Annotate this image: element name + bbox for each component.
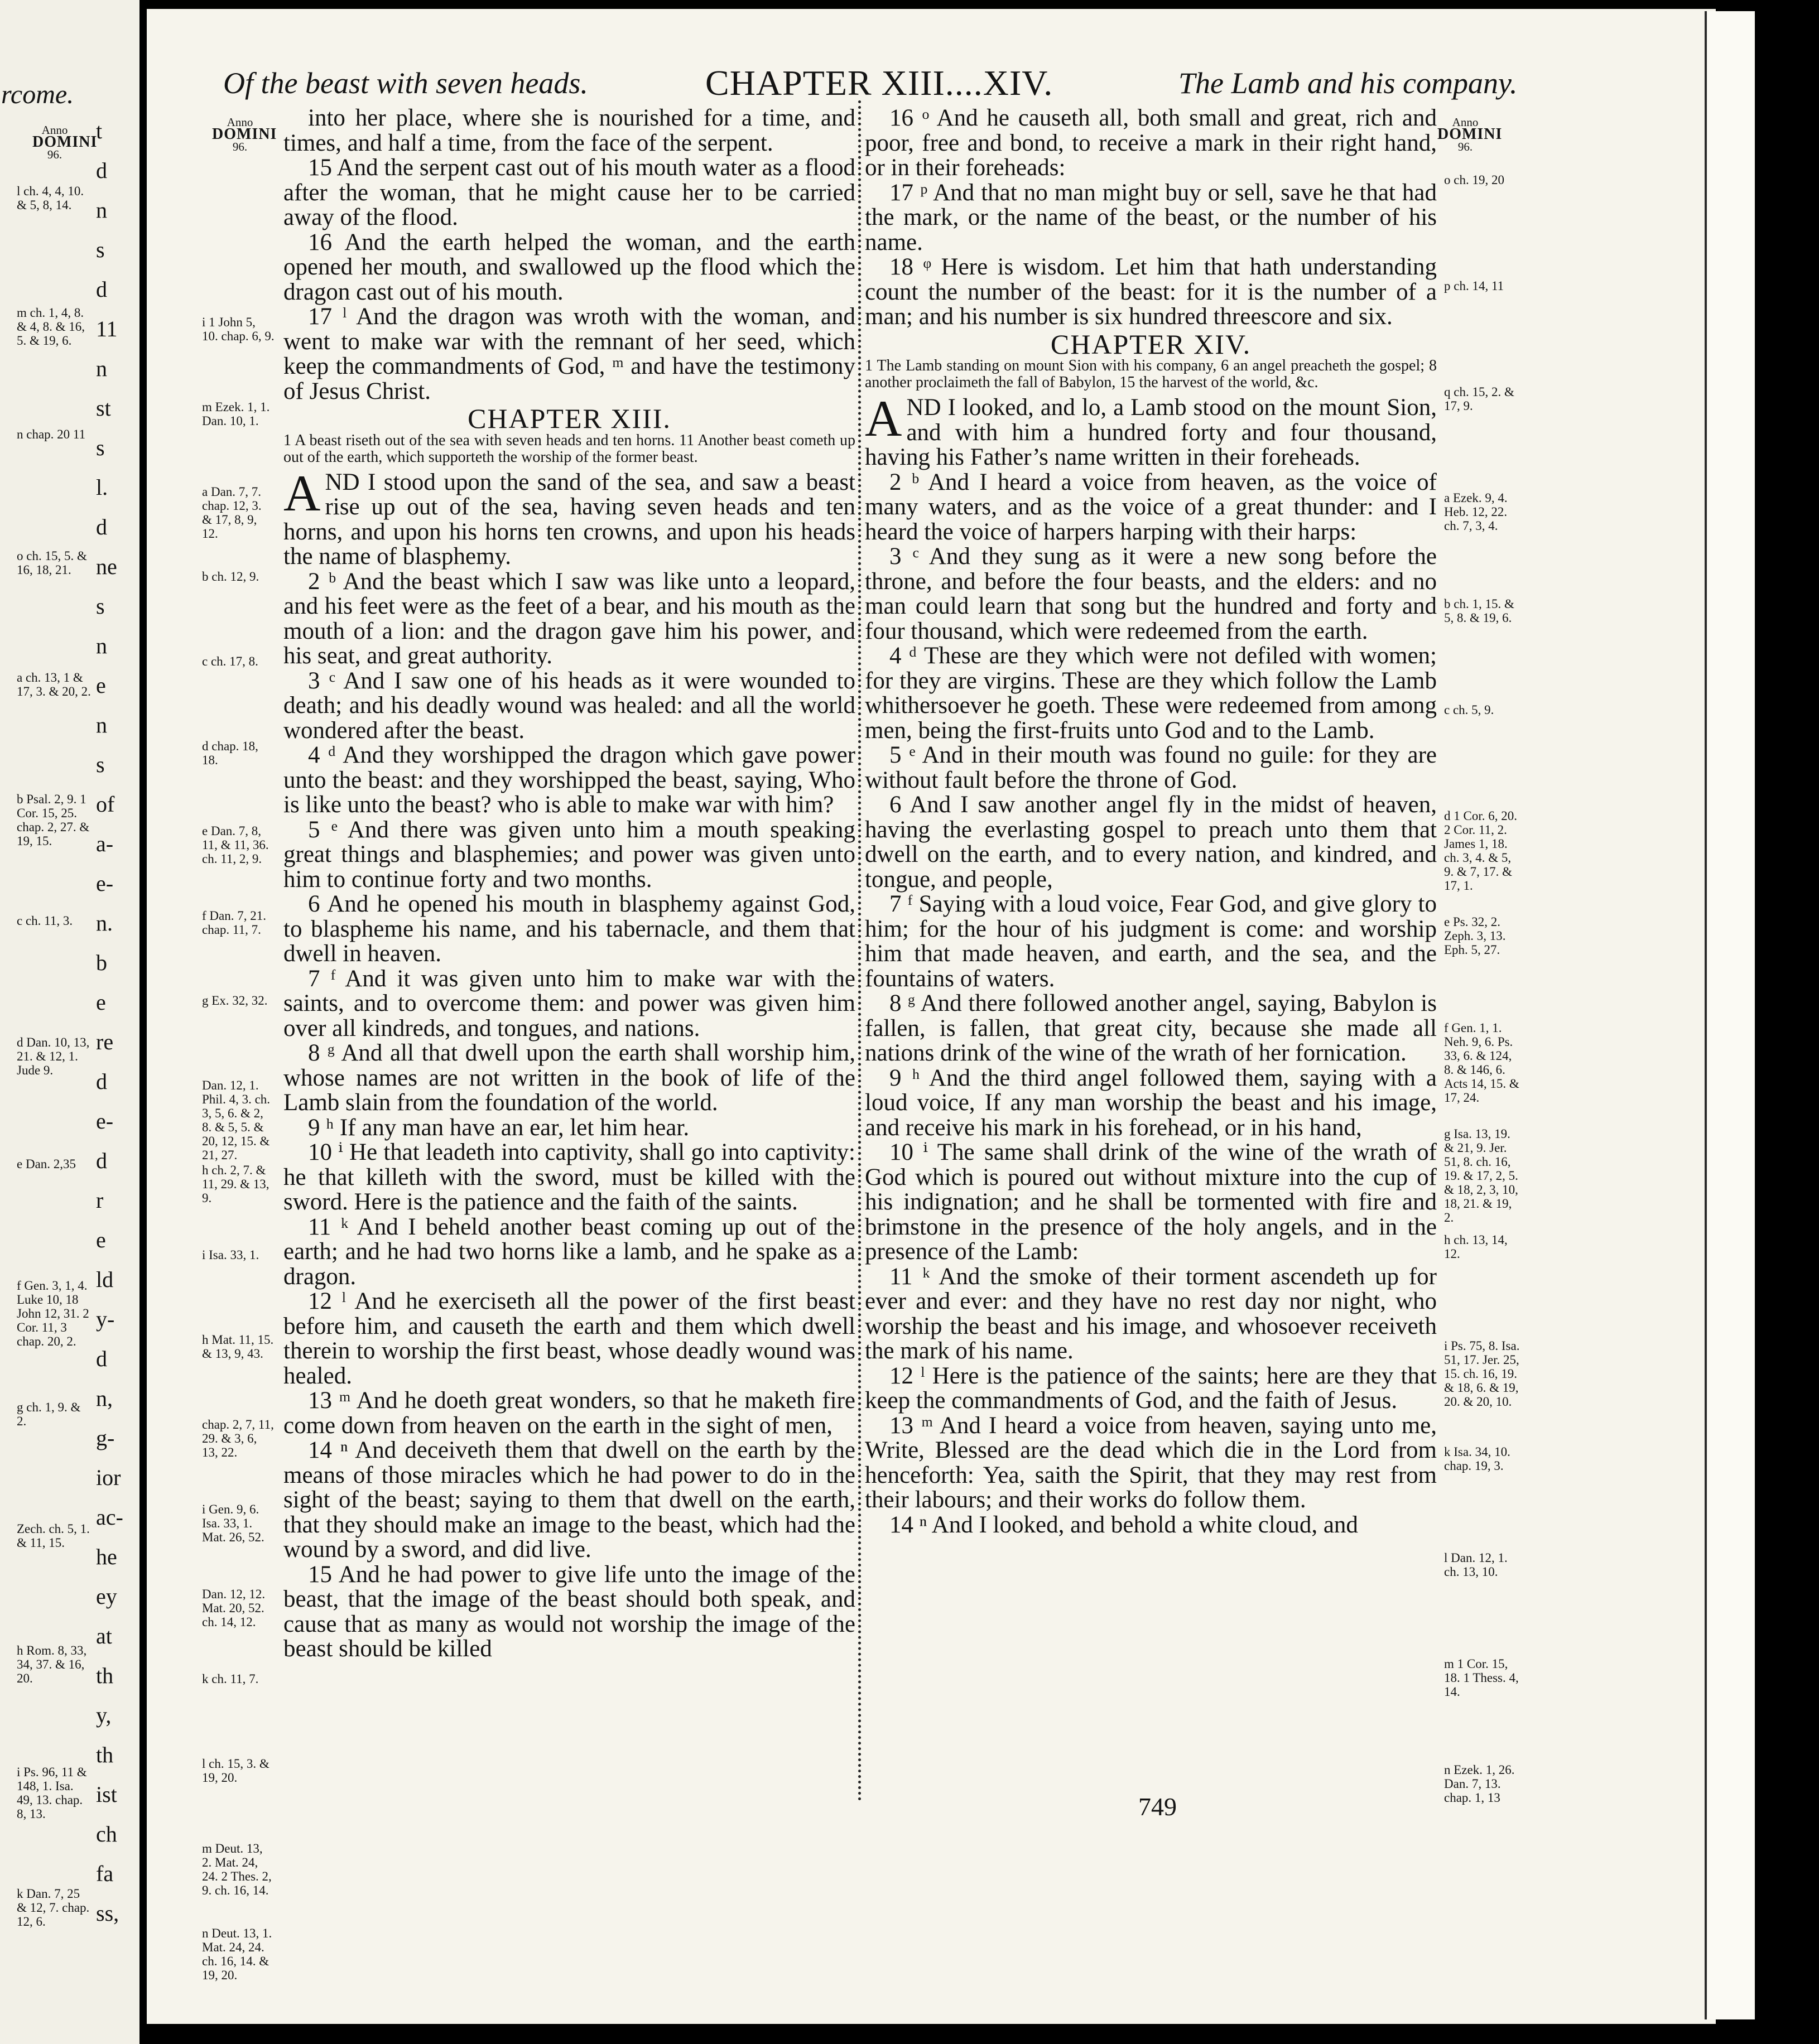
running-header-right: The Lamb and his company. (1178, 66, 1518, 100)
chapter-summary-xiv: 1 The Lamb standing on mount Sion with his company, 6 an angel preacheth the gospel; 8 another proclaimeth the fall of Babylon, 15 the harvest of the world, &c. (865, 357, 1437, 391)
facing-page-text-fragment: y, (96, 1703, 112, 1728)
column-divider (858, 100, 861, 1802)
marginal-reference: e Ps. 32, 2. Zeph. 3, 13. Eph. 5, 27. (1444, 915, 1506, 957)
verse-paragraph: 8 ᵍ And all that dwell upon the earth shall worship him, whose names are not written in the book of life of the Lamb slain from the foundation of the world. (283, 1040, 855, 1116)
facing-page-text-fragment: n (96, 197, 107, 223)
chapter-heading-xiii: CHAPTER XIII. (468, 403, 671, 434)
marginal-reference: c ch. 17, 8. (202, 654, 258, 668)
marginal-reference: f Gen. 1, 1. Neh. 9, 6. Ps. 33, 6. & 124, 8. & 146, 6. Acts 14, 15. & 17, 24. (1444, 1021, 1519, 1105)
facing-page-text-fragment: d (96, 1069, 107, 1094)
facing-page-text-fragment: st (96, 396, 111, 421)
verse-paragraph: 11 ᵏ And the smoke of their torment ascendeth up for ever and ever: and they have no rest day nor night, who worship the beast and his image, and whosoever receiveth the mark of his name. (865, 1263, 1437, 1364)
facing-page-reference: o ch. 15, 5. & 16, 18, 21. (17, 549, 87, 577)
marginal-reference: i Isa. 33, 1. (202, 1248, 259, 1262)
page-edge-strip (1705, 11, 1755, 2019)
verse-paragraph: 18 ᵠ Here is wisdom. Let him that hath understanding count the number of the beast: for it is the number of a man; and his number is six hundred threescore and six. (865, 254, 1437, 330)
marginal-reference: l ch. 15, 3. & 19, 20. (202, 1757, 270, 1785)
facing-page-text-fragment: ey (96, 1584, 117, 1609)
drop-cap: A (865, 390, 902, 447)
marginal-reference: f Dan. 7, 21. chap. 11, 7. (202, 909, 266, 937)
facing-page-text-fragment: th (96, 1742, 114, 1767)
facing-page-text-fragment: g- (96, 1425, 115, 1450)
verse-paragraph: 7 ᶠ Saying with a loud voice, Fear God, and give glory to him; for the hour of his judgment is come: and worship him that made heaven, and earth, and the sea, and the fountains of waters. (865, 891, 1437, 992)
facing-page-text-fragment: e- (96, 1108, 114, 1134)
verse-paragraph: 13 ᵐ And I heard a voice from heaven, saying unto me, Write, Blessed are the dead which die in the Lord from henceforth: Yea, saith the Spirit, that they may rest from their labours; and their works do follow them. (865, 1412, 1437, 1513)
marginal-reference: q ch. 15, 2. & 17, 9. (1444, 385, 1514, 413)
verse-paragraph: 5 ᵉ And in their mouth was found no guile: for they are without fault before the throne of God. (865, 742, 1437, 793)
facing-page-text-fragment: ld (96, 1267, 114, 1292)
book-gutter (139, 0, 147, 2044)
facing-page-text-fragment: a- (96, 831, 114, 856)
facing-page-text-fragment: d (96, 1148, 107, 1173)
facing-page-text-fragment: he (96, 1544, 117, 1569)
verse-paragraph: 16 ᵒ And he causeth all, both small and great, rich and poor, free and bond, to receive a mark in their right hand, or in their foreheads: (865, 105, 1437, 181)
marginal-reference: i Ps. 75, 8. Isa. 51, 17. Jer. 25, 15. ch. 16, 19. & 18, 6. & 19, 20. & 20, 10. (1444, 1339, 1520, 1409)
facing-page-text-fragment: n, (96, 1386, 113, 1411)
verse-paragraph: 7 ᶠ And it was given unto him to make war with the saints, and to overcome them: and power was given him over all kindreds, and tongues, and nations. (283, 965, 855, 1042)
facing-page-reference: c ch. 11, 3. (17, 914, 73, 928)
verse-paragraph: 3 ᶜ And I saw one of his heads as it were wounded to death; and his deadly wound was healed: and all the world wondered after the beast. (283, 667, 855, 744)
running-header-chapter: CHAPTER XIII....XIV. (705, 63, 1053, 103)
facing-page-reference: a ch. 13, 1 & 17, 3. & 20, 2. (17, 671, 91, 698)
marginal-reference: c ch. 5, 9. (1444, 703, 1494, 717)
verse-paragraph: 15 And he had power to give life unto the image of the beast, that the image of the beast should both speak, and cause that as many as would not worship the image of the beast should be killed (283, 1561, 855, 1662)
facing-page-text-fragment: n (96, 633, 107, 658)
marginal-reference: g Ex. 32, 32. (202, 994, 268, 1007)
facing-page-reference: d Dan. 10, 13, 21. & 12, 1. Jude 9. (17, 1035, 90, 1077)
verse-paragraph: 10 ⁱ The same shall drink of the wine of the wrath of God which is poured out without mixture into the cup of his indignation; and he shall be tormented with fire and brimstone in the presence of the holy angels, and in the presence of the Lamb: (865, 1139, 1437, 1265)
marginal-reference: o ch. 19, 20 (1444, 173, 1504, 187)
facing-page-reference: g ch. 1, 9. & 2. (17, 1400, 81, 1428)
verse-paragraph: 16 And the earth helped the woman, and the earth opened her mouth, and swallowed up the flood which the dragon cast out of his mouth. (283, 229, 855, 305)
verse-paragraph: 3 ᶜ And they sung as it were a new song before the throne, and before the four beasts, and the elders: and no man could learn that song but the hundred and forty and four thousand, which were redeemed from the earth. (865, 543, 1437, 644)
marginal-reference: h Mat. 11, 15. & 13, 9, 43. (202, 1333, 274, 1361)
facing-page-reference: n chap. 20 11 (17, 427, 86, 441)
facing-page-fragment (0, 0, 139, 2044)
marginal-reference: a Ezek. 9, 4. Heb. 12, 22. ch. 7, 3, 4. (1444, 491, 1508, 533)
verse-paragraph: 5 ᵉ And there was given unto him a mouth speaking great things and blasphemies; and power was given unto him to continue forty and two months. (283, 816, 855, 893)
facing-page-reference: f Gen. 3, 1, 4. Luke 10, 18 John 12, 31. 2 Cor. 11, 3 chap. 20, 2. (17, 1279, 89, 1348)
chapter-heading-xiv: CHAPTER XIV. (1050, 328, 1252, 360)
facing-page-text-fragment: e (96, 990, 106, 1015)
facing-page-text-fragment: fa (96, 1861, 114, 1886)
verse-paragraph: 17 ᵖ And that no man might buy or sell, save he that had the mark, or the name of the beast, or the number of his name. (865, 179, 1437, 256)
facing-page-text-fragment: n (96, 356, 107, 381)
verse-paragraph: 9 ʰ And the third angel followed them, saying with a loud voice, If any man worship the beast and his image, and receive his mark in his forehead, or in his hand, (865, 1064, 1437, 1141)
facing-page-anno-domini: Anno DOMINI 96. (32, 123, 98, 161)
verse-paragraph: 4 ᵈ And they worshipped the dragon which gave power unto the beast: and they worshipped the beast, saying, Who is like unto the beast? who is able to make war with him? (283, 742, 855, 818)
facing-page-reference: h Rom. 8, 33, 34, 37. & 16, 20. (17, 1643, 87, 1685)
facing-page-text-fragment: of (96, 792, 115, 817)
verse-paragraph: 11 ᵏ And I beheld another beast coming up out of the earth; and he had two horns like a lamb, and he spake as a dragon. (283, 1213, 855, 1290)
marginal-reference: chap. 2, 7, 11, 29. & 3, 6, 13, 22. (202, 1418, 274, 1459)
facing-page-title-fragment: rcome. (1, 80, 74, 109)
verse-paragraph: 14 ⁿ And deceiveth them that dwell on the earth by the means of those miracles which he had power to do in the sight of the beast; saying to them that dwell on the earth, that they should make an image to the beast, which had the wound by a sword, and did live. (283, 1437, 855, 1563)
facing-page-text-fragment: 11 (96, 316, 118, 341)
facing-page-text-fragment: r (96, 1188, 104, 1213)
marginal-reference: l Dan. 12, 1. ch. 13, 10. (1444, 1551, 1508, 1579)
verse-paragraph: 6 And I saw another angel fly in the midst of heaven, having the everlasting gospel to preach unto them that dwell on the earth, and to every nation, and kindred, and tongue, and people, (865, 792, 1437, 893)
facing-page-text-fragment: n. (96, 910, 113, 936)
verse-paragraph: 10 ⁱ He that leadeth into captivity, shall go into captivity: he that killeth with the sword, must be killed with the sword. Here is the patience and the faith of the saints. (283, 1139, 855, 1215)
facing-page-text-fragment: l. (96, 475, 108, 500)
marginal-reference: b ch. 12, 9. (202, 570, 259, 584)
facing-page-text-fragment: th (96, 1663, 114, 1688)
marginal-reference: k Isa. 34, 10. chap. 19, 3. (1444, 1445, 1510, 1473)
verse-paragraph: 6 And he opened his mouth in blasphemy against God, to blaspheme his name, and his tabernacle, and them that dwell in heaven. (283, 891, 855, 967)
marginal-reference: m Ezek. 1, 1. Dan. 10, 1. (202, 400, 270, 428)
facing-page-text-fragment: at (96, 1623, 112, 1648)
facing-page-text-fragment: d (96, 277, 107, 302)
verse-paragraph: 13 ᵐ And he doeth great wonders, so that he maketh fire come down from heaven on the earth in the sight of men, (283, 1387, 855, 1439)
facing-page-text-fragment: t (96, 118, 103, 143)
facing-page-text-fragment: e (96, 673, 106, 698)
marginal-reference: e Dan. 7, 8, 11, & 11, 36. ch. 11, 2, 9. (202, 824, 269, 866)
anno-domini-right: Anno DOMINI 96. (1437, 115, 1503, 153)
text-column-right (865, 106, 1437, 1537)
facing-page-text-fragment: b (96, 950, 107, 975)
verse-paragraph: 15 And the serpent cast out of his mouth water as a flood after the woman, that he might cause her to be carried away of the flood. (283, 155, 855, 230)
facing-page-reference: e Dan. 2,35 (17, 1157, 76, 1171)
marginal-reference: h ch. 2, 7. & 11, 29. & 13, 9. (202, 1163, 270, 1205)
facing-page-text-fragment: ch (96, 1821, 117, 1847)
verse-paragraph: 14 ⁿ And I looked, and behold a white cloud, and (889, 1511, 1358, 1538)
facing-page-reference: m ch. 1, 4, 8. & 4, 8. & 16, 5. & 19, 6. (17, 306, 85, 348)
facing-page-reference: k Dan. 7, 25 & 12, 7. chap. 12, 6. (17, 1887, 90, 1929)
marginal-reference: Dan. 12, 1. Phil. 4, 3. ch. 3, 5, 6. & 2, 8. & 5, 5. & 20, 12, 15. & 21, 27. (202, 1078, 271, 1162)
facing-page-reference: i Ps. 96, 11 & 148, 1. Isa. 49, 13. chap. 8, 13. (17, 1765, 87, 1821)
verse-paragraph: 17 ˡ And the dragon was wroth with the woman, and went to make war with the remnant of her seed, which keep the commandments of God, ᵐ and have the testimony of Jesus Christ. (283, 303, 855, 404)
verse-paragraph: 8 ᵍ And there followed another angel, saying, Babylon is fallen, is fallen, that great city, because she made all nations drink of the wine of the wrath of her fornication. (865, 990, 1437, 1066)
anno-domini-left: Anno DOMINI 96. (212, 115, 277, 153)
verse-paragraph: 2 ᵇ And I heard a voice from heaven, as the voice of many waters, and as the voice of a great thunder: and I heard the voice of harpers harping with their harps: (865, 469, 1437, 545)
facing-page-text-fragment: e (96, 1227, 106, 1252)
marginal-reference: i 1 John 5, 10. chap. 6, 9. (202, 315, 275, 343)
facing-page-text-fragment: ne (96, 554, 117, 579)
drop-cap: A (283, 464, 321, 522)
facing-page-text-fragment: ss, (96, 1901, 119, 1926)
marginal-reference: p ch. 14, 11 (1444, 279, 1504, 293)
verse-paragraph: 4 ᵈ These are they which were not defiled with women; for they are virgins. These are they which follow the Lamb whithersoever he goeth. These were redeemed from among men, being the first-fruits unto God and to the Lamb. (865, 643, 1437, 744)
verse-1-chapter-xiii: AND I stood upon the sand of the sea, and saw a beast rise up out of the sea, having seven heads and ten horns, and upon his horns ten crowns, and upon his heads the name of blasphemy. (283, 464, 855, 570)
facing-page-text-fragment: re (96, 1029, 114, 1054)
marginal-reference: n Deut. 13, 1. Mat. 24, 24. ch. 16, 14. & 19, 20. (202, 1926, 272, 1982)
verse-paragraph: into her place, where she is nourished for a time, and times, and half a time, from the face of the serpent. (283, 105, 855, 156)
facing-page-text-fragment: e- (96, 871, 114, 896)
facing-page-text-fragment: ac- (96, 1505, 123, 1530)
marginal-reference: g Isa. 13, 19. & 21, 9. Jer. 51, 8. ch. 16, 19. & 17, 2, 5. & 18, 2, 3, 10, 18, 21. & 19, 2. (1444, 1127, 1518, 1225)
running-header-left: Of the beast with seven heads. (223, 66, 588, 100)
facing-page-text-fragment: n (96, 712, 107, 737)
text-column-left (283, 106, 855, 1662)
verse-1-chapter-xiv: AND I looked, and lo, a Lamb stood on the mount Sion, and with him a hundred forty and four thousand, having his Father’s name written in their foreheads. (865, 390, 1437, 470)
marginal-reference: b ch. 1, 15. & 5, 8. & 19, 6. (1444, 597, 1514, 625)
facing-page-reference: b Psal. 2, 9. 1 Cor. 15, 25. chap. 2, 27. & 19, 15. (17, 792, 90, 848)
verse-paragraph: 12 ˡ And he exerciseth all the power of the first beast before him, and causeth the earth and them which dwell therein to worship the first beast, whose deadly wound was healed. (283, 1288, 855, 1389)
facing-page-text-fragment: d (96, 158, 107, 183)
verse-paragraph: 12 ˡ Here is the patience of the saints; here are they that keep the commandments of God, and the faith of Jesus. (865, 1362, 1437, 1414)
marginal-reference: n Ezek. 1, 26. Dan. 7, 13. chap. 1, 13 (1444, 1763, 1515, 1805)
facing-page-text-fragment: s (96, 752, 105, 777)
facing-page-text-fragment: d (96, 1346, 107, 1371)
page-number: 749 (1138, 1792, 1177, 1821)
facing-page-reference: l ch. 4, 4, 10. & 5, 8, 14. (17, 184, 84, 212)
marginal-reference: m Deut. 13, 2. Mat. 24, 24. 2 Thes. 2, 9. ch. 16, 14. (202, 1841, 272, 1897)
marginal-reference: k ch. 11, 7. (202, 1672, 259, 1686)
marginal-reference: Dan. 12, 12. Mat. 20, 52. ch. 14, 12. (202, 1587, 266, 1629)
marginal-reference: m 1 Cor. 15, 18. 1 Thess. 4, 14. (1444, 1657, 1519, 1699)
marginal-reference: d 1 Cor. 6, 20. 2 Cor. 11, 2. James 1, 18. ch. 3, 4. & 5, 9. & 7, 17. & 17, 1. (1444, 809, 1517, 893)
verse-paragraph: 2 ᵇ And the beast which I saw was like unto a leopard, and his feet were as the feet of a bear, and his mouth as the mouth of a lion: and the dragon gave him his power, and his seat, and great authority. (283, 568, 855, 669)
marginal-reference: h ch. 13, 14, 12. (1444, 1233, 1508, 1261)
facing-page-text-fragment: s (96, 435, 105, 460)
facing-page-text-fragment: ist (96, 1782, 117, 1807)
marginal-reference: a Dan. 7, 7. chap. 12, 3. & 17, 8, 9, 12. (202, 485, 262, 541)
facing-page-text-fragment: ior (96, 1465, 121, 1490)
facing-page-text-fragment: s (96, 594, 105, 619)
facing-page-text-fragment: y- (96, 1307, 115, 1332)
facing-page-text-fragment: d (96, 514, 107, 539)
facing-page-text-fragment: s (96, 237, 105, 262)
facing-page-reference: Zech. ch. 5, 1. & 11, 15. (17, 1522, 90, 1550)
marginal-reference: i Gen. 9, 6. Isa. 33, 1. Mat. 26, 52. (202, 1502, 264, 1544)
verse-paragraph: 9 ʰ If any man have an ear, let him hear. (308, 1114, 690, 1141)
marginal-reference: d chap. 18, 18. (202, 739, 258, 767)
chapter-summary-xiii: 1 A beast riseth out of the sea with seven heads and ten horns. 11 Another beast cometh up out of the earth, which supporteth the worship of the former beast. (283, 431, 855, 466)
